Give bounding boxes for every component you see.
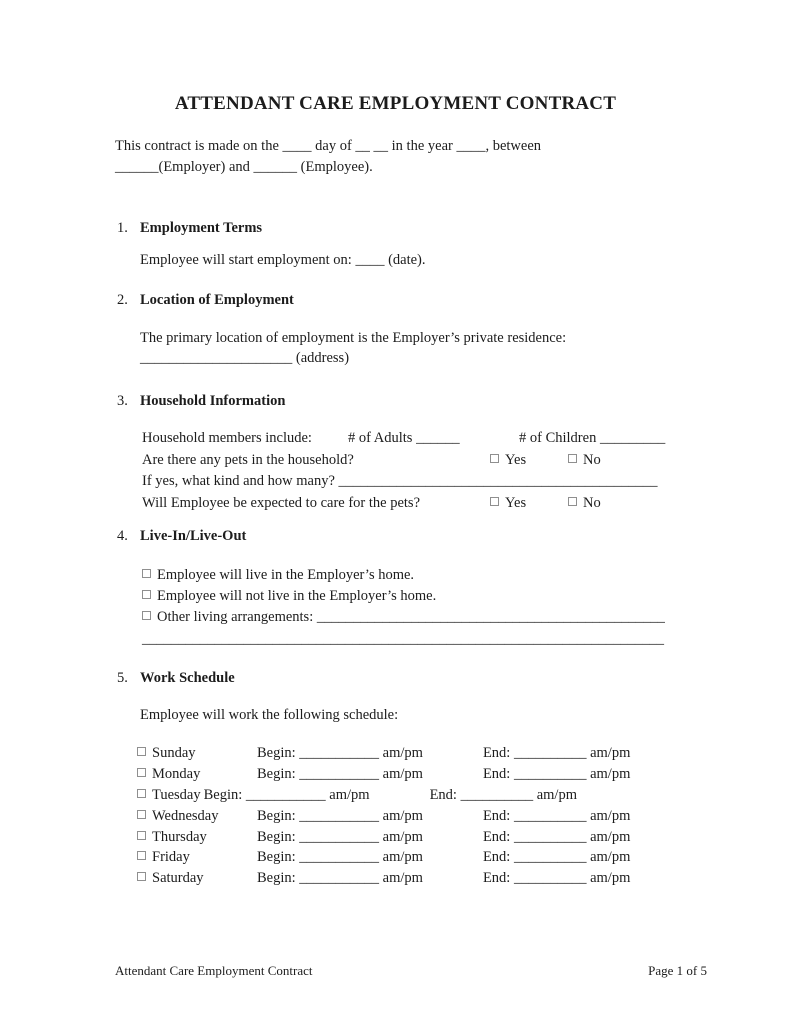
end-group — [483, 849, 630, 865]
monday-end-blank[interactable]: __________ — [513, 765, 587, 782]
schedule-row-monday — [137, 764, 676, 785]
saturday-end-blank[interactable]: __________ — [513, 870, 587, 887]
location-body — [115, 328, 676, 368]
begin-label: Begin: — [257, 807, 296, 824]
live-out-label: Employee will not live in the Employer’s home. — [157, 588, 437, 604]
day-label-sunday: Sunday — [152, 745, 196, 761]
children-count-blank[interactable]: _________ — [599, 430, 666, 446]
ampm-label: am/pm — [382, 849, 423, 866]
other-arrangements-checkbox[interactable] — [142, 611, 151, 620]
monday-checkbox[interactable] — [137, 768, 146, 777]
no-label: No — [583, 494, 601, 511]
begin-label: Begin: — [203, 786, 243, 803]
day-label-saturday: Saturday — [152, 870, 204, 887]
section-5-number: 5. — [117, 670, 128, 686]
pets-kind-question: If yes, what kind and how many? — [142, 473, 335, 489]
pets-no-checkbox[interactable] — [568, 454, 577, 463]
household-members-row — [142, 428, 676, 450]
schedule-row-sunday — [137, 743, 676, 764]
page-footer — [115, 963, 707, 979]
friday-end-blank[interactable]: __________ — [513, 849, 587, 866]
ampm-label: am/pm — [590, 870, 631, 887]
section-3-number: 3. — [117, 393, 128, 409]
schedule-intro-line: Employee will work the following schedule: — [140, 707, 399, 723]
pets-care-no-option — [568, 493, 601, 515]
adults-label: # of Adults — [348, 430, 413, 446]
sunday-checkbox[interactable] — [137, 747, 146, 756]
pets-kind-row — [142, 471, 676, 493]
friday-begin-blank[interactable]: ___________ — [299, 849, 380, 866]
begin-group — [257, 849, 423, 865]
ampm-label: am/pm — [382, 870, 423, 887]
sunday-begin-blank[interactable]: ___________ — [299, 745, 380, 761]
end-group — [483, 808, 630, 824]
pets-no-option — [568, 450, 601, 472]
day-label-monday: Monday — [152, 765, 201, 782]
begin-group — [257, 829, 423, 845]
location-line-1: The primary location of employment is the Employer’s private residence: — [140, 330, 567, 346]
ampm-label: am/pm — [590, 745, 631, 761]
begin-group — [204, 787, 370, 803]
ampm-label: am/pm — [590, 828, 631, 845]
section-5-header — [115, 668, 676, 688]
ampm-label: am/pm — [536, 786, 577, 803]
end-group — [483, 870, 630, 886]
other-arrangements-blank[interactable]: ________________________________________________ — [316, 609, 665, 625]
ampm-label: am/pm — [590, 849, 631, 866]
employment-start-line: Employee will start employment on: ____ (date). — [140, 252, 426, 268]
begin-group — [257, 870, 423, 886]
schedule-row-thursday — [137, 827, 676, 848]
begin-label: Begin: — [257, 870, 296, 887]
section-5-title: Work Schedule — [140, 670, 235, 686]
household-info-body — [115, 428, 676, 514]
yes-label: Yes — [505, 494, 527, 511]
end-group — [483, 745, 630, 761]
schedule-row-wednesday — [137, 806, 676, 827]
schedule-row-tuesday — [137, 785, 676, 806]
children-field — [519, 428, 665, 450]
pets-care-yes-checkbox[interactable] — [490, 497, 499, 506]
pets-kind-blank[interactable]: ____________________________________________ — [338, 473, 658, 489]
end-group — [483, 829, 630, 845]
continuation-blank-line[interactable]: ________________________________________________________________________ — [142, 631, 664, 647]
ampm-label: am/pm — [329, 786, 370, 803]
pets-care-question: Will Employee be expected to care for the pets? — [142, 494, 421, 511]
begin-group — [257, 808, 423, 824]
section-2-title: Location of Employment — [140, 292, 294, 308]
section-3-title: Household Information — [140, 393, 286, 409]
section-1-header — [115, 218, 676, 238]
end-label: End: — [429, 786, 457, 803]
end-group — [430, 787, 577, 803]
schedule-row-friday — [137, 847, 676, 868]
adults-field — [348, 428, 460, 450]
begin-group — [257, 745, 423, 761]
wednesday-end-blank[interactable]: __________ — [513, 807, 587, 824]
day-label-wednesday: Wednesday — [152, 807, 219, 824]
end-label: End: — [482, 765, 511, 782]
end-label: End: — [482, 828, 511, 845]
tuesday-begin-blank[interactable]: ___________ — [245, 786, 326, 803]
pets-care-no-checkbox[interactable] — [568, 497, 577, 506]
ampm-label: am/pm — [382, 828, 423, 845]
begin-label: Begin: — [257, 828, 296, 845]
ampm-label: am/pm — [590, 765, 631, 782]
document-title: ATTENDANT CARE EMPLOYMENT CONTRACT — [174, 93, 617, 114]
intro-paragraph — [115, 136, 676, 177]
end-label: End: — [482, 807, 511, 824]
other-arrangements-label: Other living arrangements: — [157, 609, 314, 625]
end-group — [483, 766, 630, 782]
members-label: Household members include: — [142, 430, 312, 446]
section-4-title: Live-In/Live-Out — [140, 528, 247, 544]
live-out-option-row — [142, 586, 676, 607]
section-1-title: Employment Terms — [140, 220, 263, 236]
other-arrangements-row — [142, 607, 676, 628]
live-in-option-row — [142, 565, 676, 586]
schedule-row-saturday — [137, 868, 676, 889]
no-label: No — [583, 451, 601, 468]
section-4-header — [115, 526, 676, 546]
begin-group — [257, 766, 423, 782]
ampm-label: am/pm — [382, 745, 423, 761]
pets-care-yes-option — [490, 493, 526, 515]
day-label-friday: Friday — [152, 849, 190, 866]
page-content — [115, 0, 676, 1024]
live-in-checkbox[interactable] — [142, 569, 151, 578]
end-label: End: — [482, 870, 511, 887]
end-label: End: — [482, 849, 511, 866]
intro-line-1: This contract is made on the ____ day of __ __ in the year ____, between — [115, 138, 542, 154]
section-4-number: 4. — [117, 528, 128, 544]
pets-question-row — [142, 450, 676, 472]
thursday-end-blank[interactable]: __________ — [513, 828, 587, 845]
footer-document-name: Attendant Care Employment Contract — [115, 963, 313, 978]
ampm-label: am/pm — [382, 807, 423, 824]
work-schedule-table — [115, 743, 676, 889]
day-label-thursday: Thursday — [152, 828, 207, 845]
ampm-label: am/pm — [382, 765, 423, 782]
ampm-label: am/pm — [590, 807, 631, 824]
begin-label: Begin: — [257, 765, 296, 782]
section-2-number: 2. — [117, 292, 128, 308]
intro-line-2: ______(Employer) and ______ (Employee). — [115, 158, 373, 175]
pets-yes-option — [490, 450, 526, 472]
section-1-number: 1. — [117, 220, 128, 236]
end-label: End: — [482, 745, 511, 761]
pets-question: Are there any pets in the household? — [142, 451, 354, 468]
wednesday-begin-blank[interactable]: ___________ — [299, 807, 380, 824]
thursday-begin-blank[interactable]: ___________ — [299, 828, 380, 845]
tuesday-checkbox[interactable] — [137, 789, 146, 798]
thursday-checkbox[interactable] — [137, 831, 146, 840]
wednesday-checkbox[interactable] — [137, 810, 146, 819]
monday-begin-blank[interactable]: ___________ — [299, 765, 380, 782]
tuesday-end-blank[interactable]: __________ — [460, 786, 534, 803]
live-out-checkbox[interactable] — [142, 590, 151, 599]
living-options — [115, 565, 676, 628]
saturday-begin-blank[interactable]: ___________ — [299, 870, 380, 887]
friday-checkbox[interactable] — [137, 851, 146, 860]
pets-care-row — [142, 493, 676, 515]
begin-label: Begin: — [257, 849, 296, 866]
address-blank-line[interactable]: _____________________ (address) — [140, 350, 350, 366]
section-3-header — [115, 391, 676, 411]
saturday-checkbox[interactable] — [137, 872, 146, 881]
day-label-tuesday: Tuesday — [152, 786, 201, 803]
begin-label: Begin: — [257, 745, 296, 761]
section-2-header — [115, 290, 676, 310]
live-in-label: Employee will live in the Employer’s home. — [157, 567, 415, 583]
pets-yes-checkbox[interactable] — [490, 454, 499, 463]
children-label: # of Children — [519, 430, 597, 446]
yes-label: Yes — [505, 451, 527, 468]
sunday-end-blank[interactable]: __________ — [513, 745, 587, 761]
adults-count-blank[interactable]: ______ — [416, 430, 460, 446]
footer-page-number: Page 1 of 5 — [648, 963, 707, 978]
